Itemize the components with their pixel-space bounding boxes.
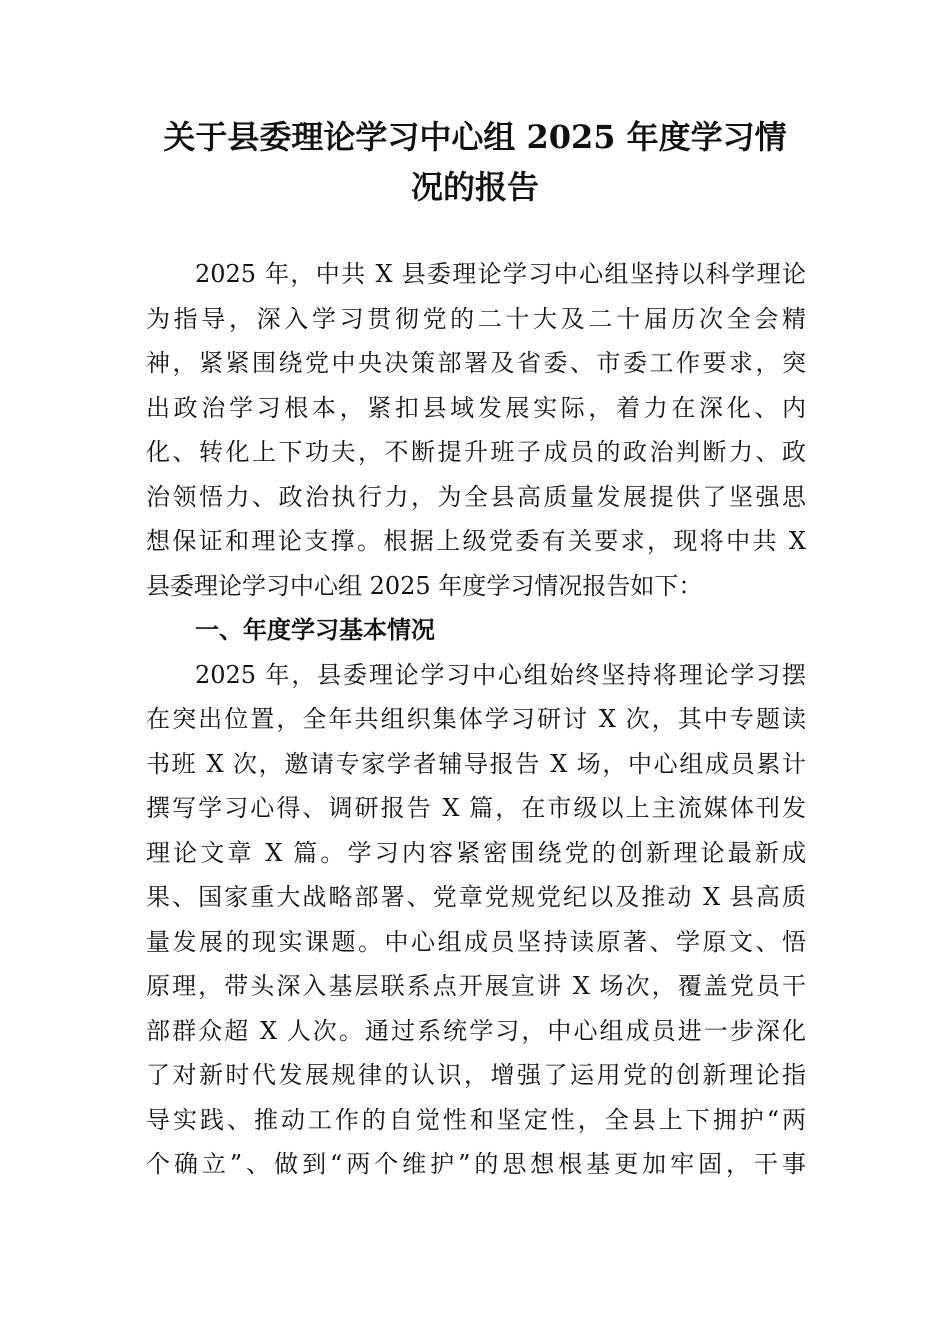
paragraph-line: 县委理论学习中心组 2025 年度学习情况报告如下： bbox=[146, 571, 703, 600]
document-title bbox=[140, 112, 810, 212]
document-body bbox=[146, 252, 806, 1187]
paragraph-line: 个确立”、做到“两个维护”的思想根基更加牢固，干事 bbox=[146, 1150, 806, 1178]
paragraph-line: 原理，带头深入基层联系点开展宣讲 X 场次，覆盖党员干 bbox=[146, 972, 806, 1000]
title-line: 况的报告 bbox=[410, 168, 539, 206]
paragraph-line: 出政治学习根本，紧扣县域发展实际，着力在深化、内 bbox=[146, 393, 806, 422]
paragraph-line: 化、转化上下功夫，不断提升班子成员的政治判断力、政 bbox=[146, 438, 806, 466]
title-line: 关于县委理论学习中心组 2025 年度学习情 bbox=[163, 118, 787, 156]
paragraph-line: 治领悟力、政治执行力，为全县高质量发展提供了坚强思 bbox=[146, 482, 806, 511]
intro-paragraph bbox=[146, 252, 806, 608]
paragraph-line: 2025 年，中共 X 县委理论学习中心组坚持以科学理论 bbox=[195, 260, 806, 288]
paragraph-line: 书班 X 次，邀请专家学者辅导报告 X 场，中心组成员累计 bbox=[146, 749, 806, 778]
section-heading: 一、年度学习基本情况 bbox=[195, 616, 435, 644]
paragraph-line: 神，紧紧围绕党中央决策部署及省委、市委工作要求，突 bbox=[146, 349, 806, 377]
paragraph-line: 想保证和理论支撑。根据上级党委有关要求，现将中共 X bbox=[146, 527, 806, 555]
paragraph-line: 2025 年，县委理论学习中心组始终坚持将理论学习摆 bbox=[195, 660, 806, 689]
paragraph-line: 果、国家重大战略部署、党章党规党纪以及推动 X 县高质 bbox=[146, 883, 806, 911]
paragraph-line: 撰写学习心得、调研报告 X 篇，在市级以上主流媒体刊发 bbox=[146, 794, 806, 822]
paragraph-line: 在突出位置，全年共组织集体学习研讨 X 次，其中专题读 bbox=[146, 705, 806, 733]
paragraph-line: 导实践、推动工作的自觉性和坚定性，全县上下拥护“两 bbox=[146, 1105, 806, 1134]
section1-paragraph bbox=[146, 653, 806, 1187]
paragraph-line: 理论文章 X 篇。学习内容紧密围绕党的创新理论最新成 bbox=[146, 838, 806, 867]
paragraph-line: 为指导，深入学习贯彻党的二十大及二十届历次全会精 bbox=[146, 304, 806, 333]
paragraph-line: 部群众超 X 人次。通过系统学习，中心组成员进一步深化 bbox=[146, 1016, 806, 1045]
paragraph-line: 量发展的现实课题。中心组成员坚持读原著、学原文、悟 bbox=[146, 927, 806, 956]
paragraph-line: 了对新时代发展规律的认识，增强了运用党的创新理论指 bbox=[146, 1061, 806, 1089]
